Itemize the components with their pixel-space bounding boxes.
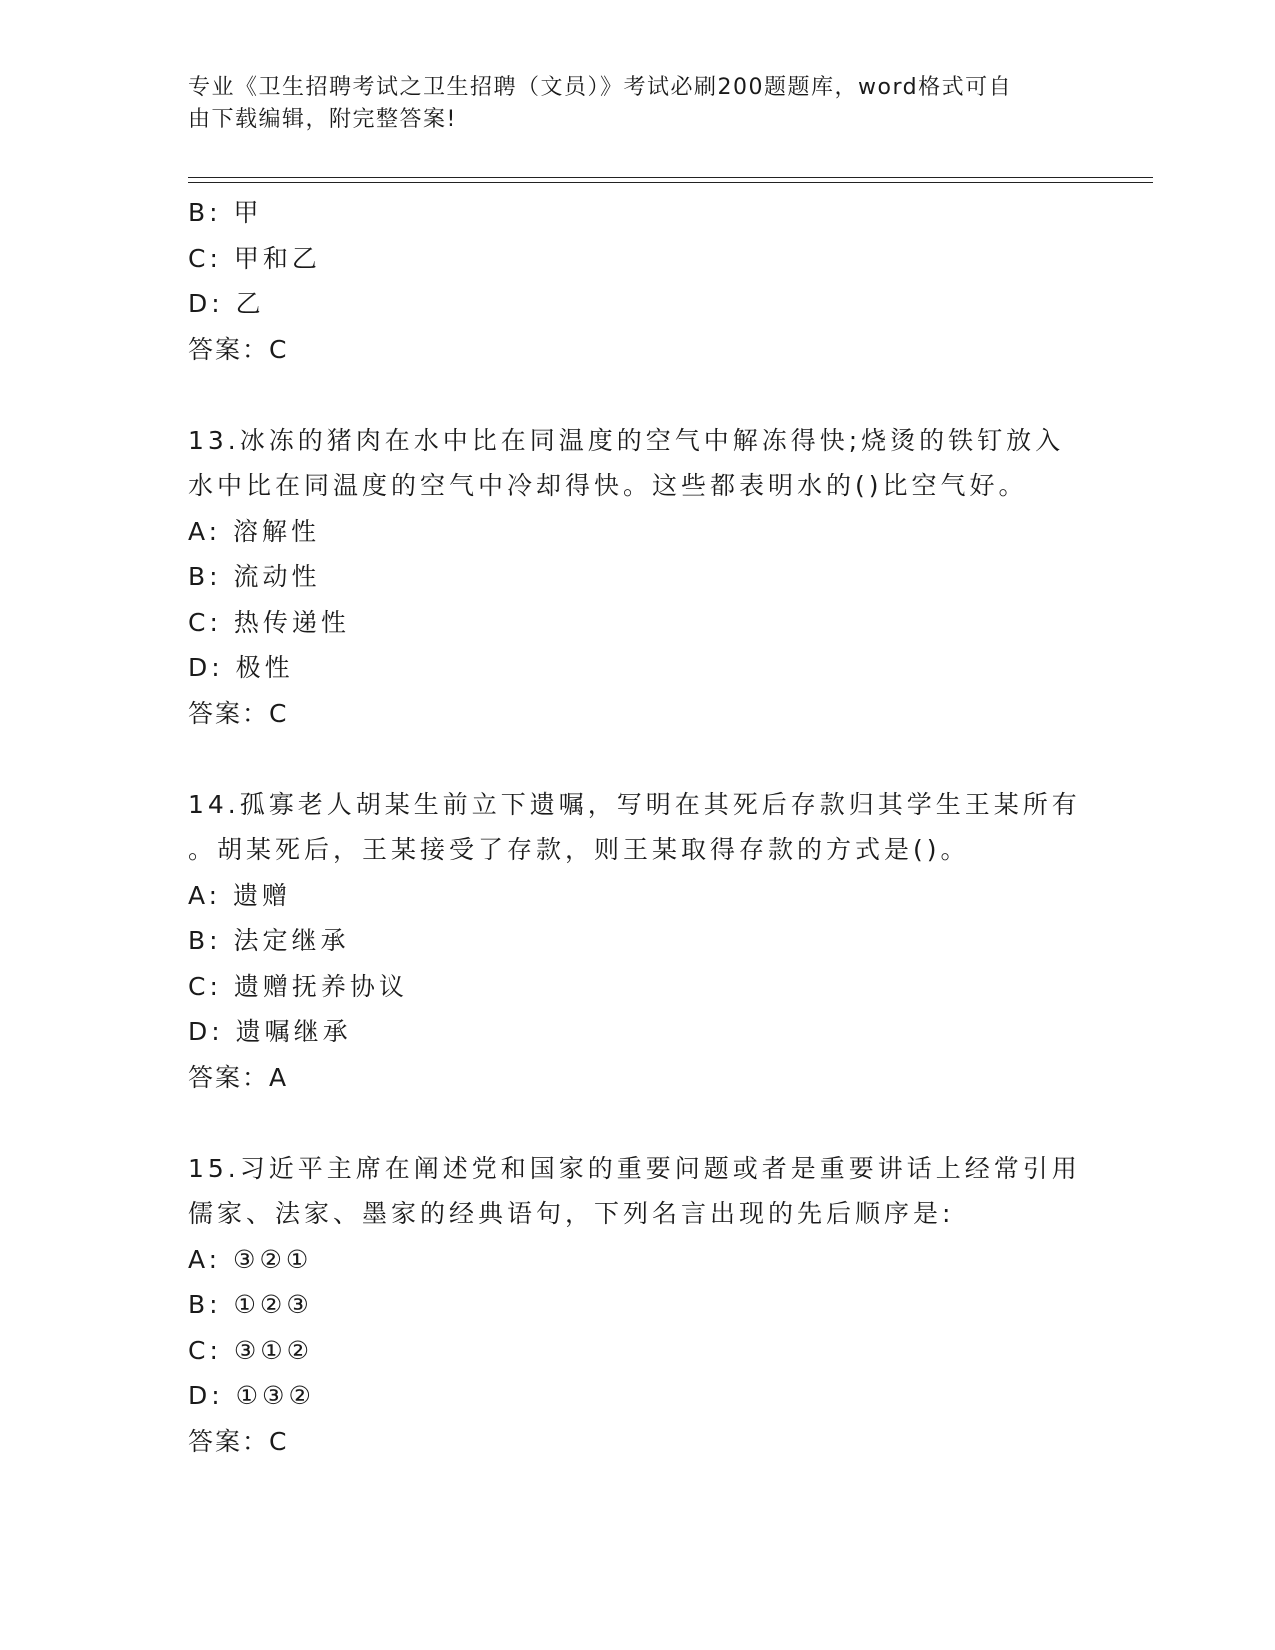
question-text-line-2: 水中比在同温度的空气中冷却得快。这些都表明水的()比空气好。 <box>188 471 1028 500</box>
header-divider-top <box>188 177 1153 178</box>
spacer <box>188 1100 1088 1146</box>
question-content <box>188 190 1088 1464</box>
option-a: A: ③②① <box>188 1244 313 1274</box>
answer-line: 答案：C <box>188 1426 289 1456</box>
header-line-1: 专业《卫生招聘考试之卫生招聘（文员）》考试必刷200题题库，word格式可自 <box>188 75 1013 100</box>
spacer <box>188 372 1088 418</box>
option-d: D: 极性 <box>188 653 294 682</box>
option-c: C: 甲和乙 <box>188 243 321 273</box>
header-line-2: 由下载编辑，附完整答案! <box>188 107 457 132</box>
answer-line: 答案：C <box>188 698 289 728</box>
option-c: C: 遗赠抚养协议 <box>188 971 408 1001</box>
question-text-line-2: 儒家、法家、墨家的经典语句，下列名言出现的先后顺序是: <box>188 1199 955 1228</box>
header-divider-bottom <box>188 182 1153 183</box>
option-b: B: 甲 <box>188 198 263 227</box>
option-b: B: ①②③ <box>188 1290 313 1319</box>
previous-question-block <box>188 190 1088 372</box>
option-c: C: ③①② <box>188 1335 314 1365</box>
document-header <box>188 72 1068 136</box>
question-text-line-2: 。胡某死后，王某接受了存款，则王某取得存款的方式是()。 <box>188 835 970 864</box>
question-13 <box>188 418 1088 737</box>
option-b: B: 法定继承 <box>188 926 350 955</box>
question-14 <box>188 782 1088 1101</box>
option-b: B: 流动性 <box>188 562 321 591</box>
option-a: A: 遗赠 <box>188 880 292 910</box>
option-d: D: 遗嘱继承 <box>188 1017 352 1046</box>
question-text-line-1: 13.冰冻的猪肉在水中比在同温度的空气中解冻得快;烧烫的铁钉放入 <box>188 425 1065 455</box>
answer-line: 答案：A <box>188 1062 289 1092</box>
spacer <box>188 736 1088 782</box>
question-text-line-1: 15.习近平主席在阐述党和国家的重要问题或者是重要讲话上经常引用 <box>188 1153 1081 1183</box>
option-c: C: 热传递性 <box>188 607 350 637</box>
answer-line: 答案：C <box>188 334 289 364</box>
option-d: D: ①③② <box>188 1381 315 1410</box>
option-d: D: 乙 <box>188 289 265 318</box>
option-a: A: 溶解性 <box>188 516 321 546</box>
question-text-line-1: 14.孤寡老人胡某生前立下遗嘱，写明在其死后存款归其学生王某所有 <box>188 789 1081 819</box>
question-15 <box>188 1146 1088 1465</box>
